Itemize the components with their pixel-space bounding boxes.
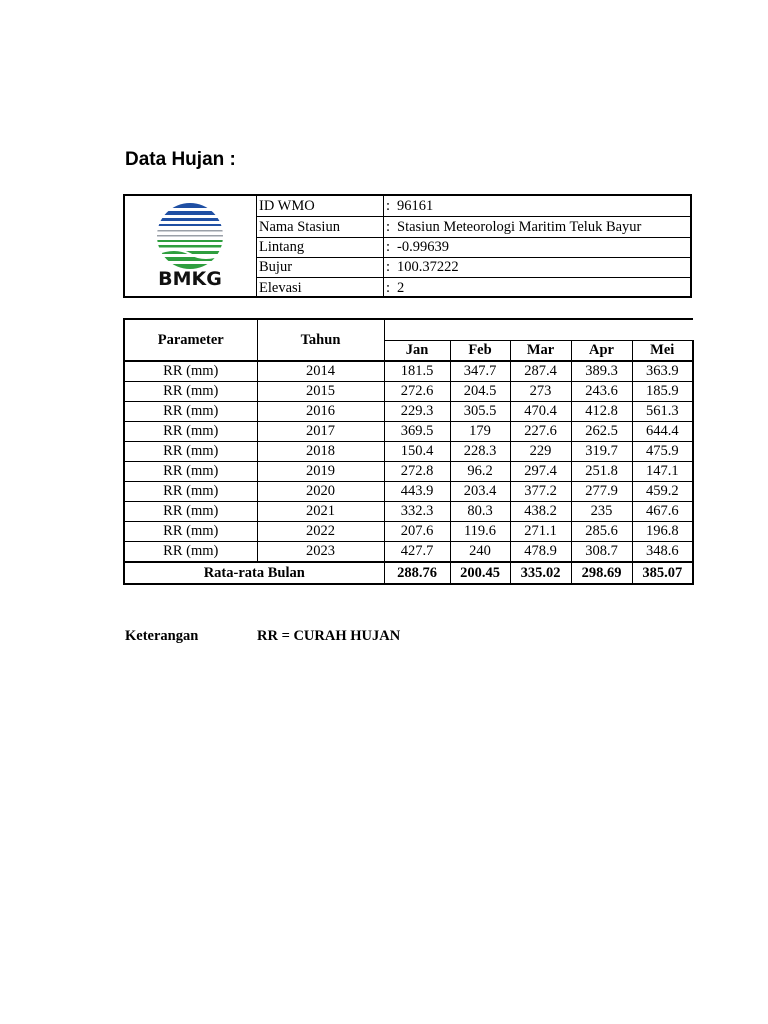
- cell-rainfall: 305.5: [450, 402, 510, 422]
- cell-year: 2021: [257, 502, 384, 522]
- cell-rainfall: 644.4: [632, 422, 693, 442]
- table-row: [124, 542, 693, 563]
- bmkg-logo-icon: [150, 202, 230, 290]
- cell-rainfall: 297.4: [510, 462, 571, 482]
- station-info-box: [123, 194, 692, 298]
- cell-rainfall: 389.3: [571, 361, 632, 382]
- cell-year: 2015: [257, 382, 384, 402]
- info-colon: :: [386, 219, 398, 235]
- table-row: [124, 482, 693, 502]
- cell-rainfall: 273: [510, 382, 571, 402]
- cell-rainfall: 478.9: [510, 542, 571, 563]
- cell-rainfall: 332.3: [384, 502, 450, 522]
- cell-rainfall: 243.6: [571, 382, 632, 402]
- note-text: RR = CURAH HUJAN: [257, 628, 401, 644]
- average-row: [124, 562, 693, 584]
- cell-parameter: RR (mm): [124, 442, 257, 462]
- info-row-longitude: [257, 257, 690, 278]
- info-row-id-wmo: [257, 196, 690, 217]
- header-month: Mei: [632, 341, 693, 362]
- cell-year: 2022: [257, 522, 384, 542]
- header-month: Jan: [384, 341, 450, 362]
- cell-year: 2016: [257, 402, 384, 422]
- page-title: Data Hujan :: [125, 149, 236, 170]
- cell-parameter: RR (mm): [124, 422, 257, 442]
- cell-parameter: RR (mm): [124, 522, 257, 542]
- cell-year: 2014: [257, 361, 384, 382]
- cell-rainfall: 229: [510, 442, 571, 462]
- info-label: Bujur: [259, 259, 293, 275]
- info-colon: :: [386, 239, 398, 255]
- cell-rainfall: 185.9: [632, 382, 693, 402]
- cell-rainfall: 80.3: [450, 502, 510, 522]
- cell-rainfall: 348.6: [632, 542, 693, 563]
- rainfall-table: [123, 318, 694, 585]
- table-row: [124, 442, 693, 462]
- cell-rainfall: 308.7: [571, 542, 632, 563]
- average-value: 200.45: [450, 562, 510, 584]
- divider: [383, 257, 384, 277]
- cell-rainfall: 271.1: [510, 522, 571, 542]
- table-row: [124, 502, 693, 522]
- cell-rainfall: 227.6: [510, 422, 571, 442]
- header-month: Mar: [510, 341, 571, 362]
- cell-rainfall: 272.6: [384, 382, 450, 402]
- cell-rainfall: 147.1: [632, 462, 693, 482]
- divider: [383, 196, 384, 216]
- cell-rainfall: 467.6: [632, 502, 693, 522]
- cell-rainfall: 235: [571, 502, 632, 522]
- cell-rainfall: 228.3: [450, 442, 510, 462]
- info-value: 100.37222: [397, 259, 459, 275]
- info-label: Lintang: [259, 239, 305, 255]
- cell-rainfall: 277.9: [571, 482, 632, 502]
- cell-rainfall: 319.7: [571, 442, 632, 462]
- cell-parameter: RR (mm): [124, 462, 257, 482]
- info-row-station-name: [257, 217, 690, 238]
- cell-parameter: RR (mm): [124, 361, 257, 382]
- info-row-latitude: [257, 237, 690, 258]
- cell-parameter: RR (mm): [124, 502, 257, 522]
- cell-rainfall: 203.4: [450, 482, 510, 502]
- info-colon: :: [386, 280, 394, 296]
- info-value: -0.99639: [397, 239, 449, 255]
- cell-rainfall: 96.2: [450, 462, 510, 482]
- cell-parameter: RR (mm): [124, 542, 257, 563]
- average-value: 385.07: [632, 562, 693, 584]
- cell-year: 2017: [257, 422, 384, 442]
- cell-year: 2019: [257, 462, 384, 482]
- divider: [383, 217, 384, 237]
- average-value: 288.76: [384, 562, 450, 584]
- info-label: Elevasi: [259, 280, 302, 296]
- cell-rainfall: 179: [450, 422, 510, 442]
- header-month-group: [384, 319, 693, 341]
- cell-parameter: RR (mm): [124, 382, 257, 402]
- cell-rainfall: 272.8: [384, 462, 450, 482]
- table-row: [124, 462, 693, 482]
- cell-rainfall: 240: [450, 542, 510, 563]
- table-row: [124, 382, 693, 402]
- cell-rainfall: 229.3: [384, 402, 450, 422]
- cell-rainfall: 427.7: [384, 542, 450, 563]
- header-year: Tahun: [257, 319, 384, 361]
- cell-rainfall: 438.2: [510, 502, 571, 522]
- average-value: 335.02: [510, 562, 571, 584]
- cell-rainfall: 285.6: [571, 522, 632, 542]
- cell-rainfall: 181.5: [384, 361, 450, 382]
- header-month: Feb: [450, 341, 510, 362]
- cell-rainfall: 347.7: [450, 361, 510, 382]
- note-label: Keterangan: [125, 628, 199, 644]
- cell-rainfall: 470.4: [510, 402, 571, 422]
- cell-year: 2020: [257, 482, 384, 502]
- cell-rainfall: 262.5: [571, 422, 632, 442]
- table-row: [124, 402, 693, 422]
- divider: [383, 278, 384, 298]
- info-label: Nama Stasiun: [259, 219, 340, 235]
- cell-rainfall: 150.4: [384, 442, 450, 462]
- cell-rainfall: 443.9: [384, 482, 450, 502]
- cell-rainfall: 369.5: [384, 422, 450, 442]
- info-value: 96161: [397, 198, 434, 214]
- average-label: Rata-rata Bulan: [124, 562, 384, 584]
- cell-rainfall: 207.6: [384, 522, 450, 542]
- cell-rainfall: 363.9: [632, 361, 693, 382]
- info-label: ID WMO: [259, 198, 315, 214]
- cell-year: 2023: [257, 542, 384, 563]
- header-parameter: Parameter: [124, 319, 257, 361]
- cell-rainfall: 475.9: [632, 442, 693, 462]
- cell-rainfall: 287.4: [510, 361, 571, 382]
- cell-rainfall: 204.5: [450, 382, 510, 402]
- info-value: 2: [397, 280, 405, 296]
- header-month: Apr: [571, 341, 632, 362]
- cell-year: 2018: [257, 442, 384, 462]
- info-colon: :: [386, 259, 398, 275]
- info-colon: :: [386, 198, 398, 214]
- cell-rainfall: 196.8: [632, 522, 693, 542]
- cell-rainfall: 459.2: [632, 482, 693, 502]
- divider: [383, 237, 384, 257]
- cell-rainfall: 377.2: [510, 482, 571, 502]
- svg-text:BMKG: BMKG: [158, 268, 222, 290]
- cell-parameter: RR (mm): [124, 482, 257, 502]
- table-row: [124, 361, 693, 382]
- cell-rainfall: 561.3: [632, 402, 693, 422]
- logo-cell: [125, 196, 257, 296]
- cell-parameter: RR (mm): [124, 402, 257, 422]
- table-row: [124, 422, 693, 442]
- cell-rainfall: 119.6: [450, 522, 510, 542]
- average-value: 298.69: [571, 562, 632, 584]
- cell-rainfall: 251.8: [571, 462, 632, 482]
- cell-rainfall: 412.8: [571, 402, 632, 422]
- info-value: Stasiun Meteorologi Maritim Teluk Bayur: [397, 219, 642, 235]
- info-row-elevation: [257, 278, 690, 298]
- table-row: [124, 522, 693, 542]
